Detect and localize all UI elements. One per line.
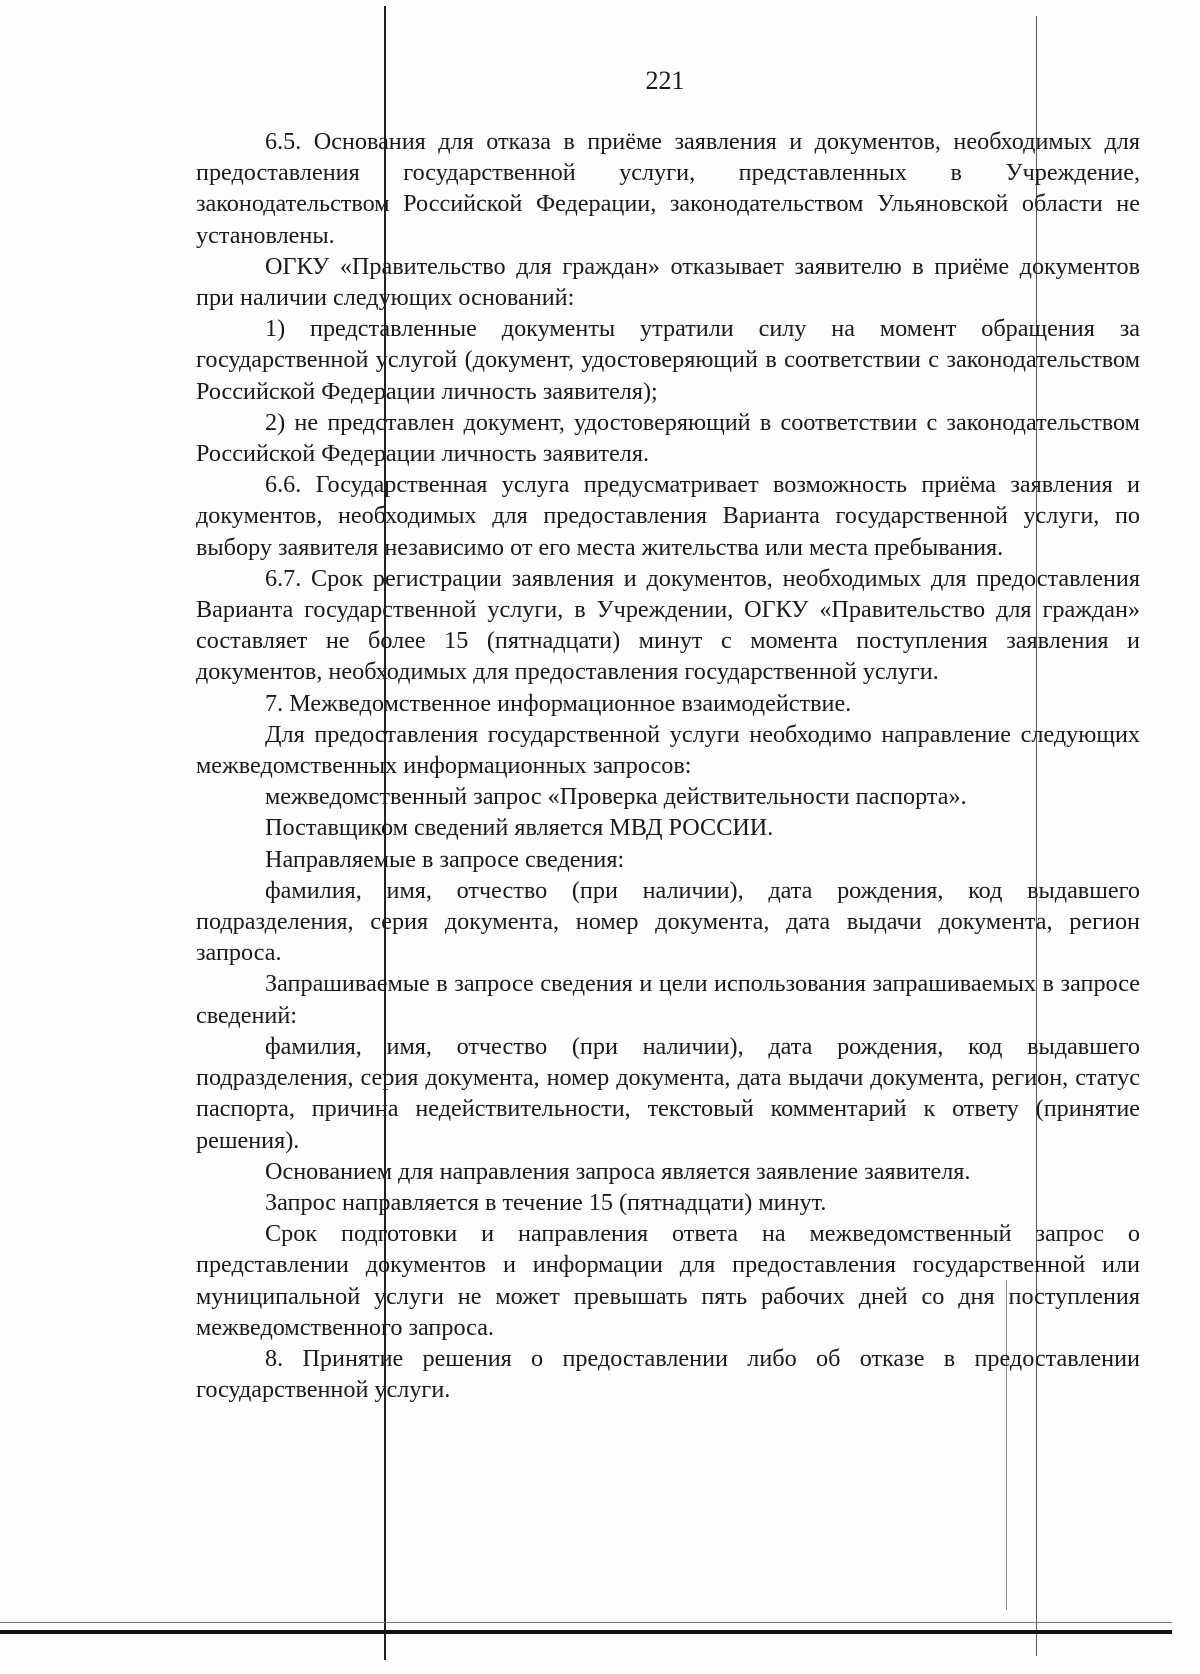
scan-artifact-horizontal-line (0, 1622, 1172, 1623)
paragraph-6-6: 6.6. Государственная услуга предусматривает возможность приёма заявления и документов, необходимых для предоставления Варианта государственной услуги, по выбору заявителя независимо от его места жительства или места пребывания. (196, 471, 1140, 561)
section-heading-7: 7. Межведомственное информационное взаимодействие. (265, 689, 852, 717)
paragraph-refusal-reason-1: 1) представленные документы утратили силу на момент обращения за государственной услугой (документ, удостоверяющий в соответствии с законодательством Российской Федерации личность заявителя); (196, 315, 1140, 405)
document-body (196, 126, 1140, 1405)
paragraph-6-7: 6.7. Срок регистрации заявления и документов, необходимых для предоставления Варианта государственной услуги, в Учреждении, ОГКУ «Правительство для граждан» составляет не более 15 (пятнадцати) минут с момента поступления заявления и документов, необходимых для предоставления государственной услуги. (196, 564, 1140, 686)
paragraph-requested-data-list: фамилия, имя, отчество (при наличии), дата рождения, код выдавшего подразделения, серия документа, номер документа, дата выдачи документа, регион, статус паспорта, причина недействительности, текстовый комментарий к ответу (принятие решения). (196, 1032, 1140, 1154)
paragraph-refusal-intro: ОГКУ «Правительство для граждан» отказывает заявителю в приёме документов при наличии следующих оснований: (196, 252, 1140, 312)
scan-artifact-bottom-edge (0, 1630, 1172, 1634)
paragraph-passport-check-request: межведомственный запрос «Проверка действительности паспорта». (265, 783, 967, 811)
paragraph-refusal-reason-2: 2) не представлен документ, удостоверяющий в соответствии с законодательством Российской Федерации личность заявителя. (196, 408, 1140, 468)
section-heading-8: 8. Принятие решения о предоставлении либо об отказе в предоставлении государственной услуги. (196, 1344, 1140, 1404)
paragraph-sent-data-list: фамилия, имя, отчество (при наличии), дата рождения, код выдавшего подразделения, серия документа, номер документа, дата выдачи документа, регион запроса. (196, 876, 1140, 967)
paragraph-sent-data-heading: Направляемые в запросе сведения: (265, 845, 625, 873)
page-number: 221 (645, 66, 685, 95)
paragraph-requested-data-heading: Запрашиваемые в запросе сведения и цели использования запрашиваемых в запросе сведений: (196, 970, 1140, 1029)
paragraph-interagency-requests: Для предоставления государственной услуги необходимо направление следующих межведомственных информационных запросов: (196, 720, 1140, 780)
paragraph-request-timing: Запрос направляется в течение 15 (пятнадцати) минут. (265, 1188, 827, 1216)
paragraph-6-5: 6.5. Основания для отказа в приёме заявления и документов, необходимых для предоставления государственной услуги, представленных в Учреждение, законодательством Российской Федерации, законодательством Ульяновской области не установлены. (196, 128, 1140, 249)
paragraph-response-deadline: Срок подготовки и направления ответа на межведомственный запрос о представлении документов и информации для предоставления государственной или муниципальной услуги не может превышать пять рабочих дней со дня поступления межведомственного запроса. (196, 1220, 1140, 1341)
paragraph-data-provider: Поставщиком сведений является МВД РОССИИ. (265, 814, 774, 842)
paragraph-request-basis: Основанием для направления запроса является заявление заявителя. (265, 1157, 971, 1185)
